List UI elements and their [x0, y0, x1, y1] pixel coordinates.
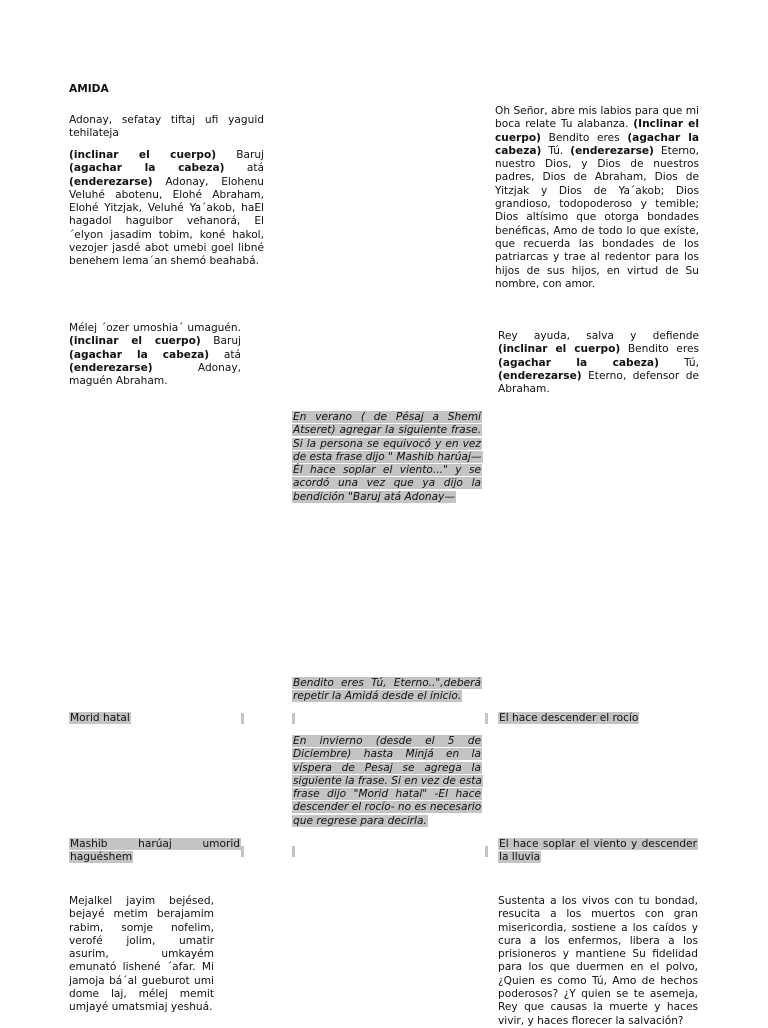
- gesture-instruction: (agachar la cabeza): [498, 356, 659, 369]
- prayer-text: atá: [209, 348, 241, 361]
- viento-lluvia-label: [498, 838, 698, 865]
- prayer-text: Rey ayuda, salva y defiende: [498, 330, 699, 342]
- repeat-amida-note: [292, 677, 482, 704]
- spanish-first-blessing: [495, 105, 699, 291]
- prayer-text: Eterno, nuestro Dios, y Dios de nuestros padres, Dios de Abraham, Dios de Yitzjak y Dios de Ya´akob; Dios grandioso, todopoderoso y temible; Dios altísimo que otorga bondades benéficas, Amo de todo lo que existe, que recuerda las bondades de los patriarcas y trae al redentor para los hijos de sus hijos, en virtud de Su nombre, con amor.: [495, 144, 699, 290]
- winter-instruction-note: [292, 735, 482, 828]
- prayer-text: Tú,: [658, 356, 699, 369]
- gesture-instruction: (inclinar el cuerpo): [69, 335, 201, 348]
- highlight-marker: [292, 846, 295, 857]
- morid-hatal-text: Morid hatal: [70, 712, 130, 724]
- gesture-instruction: (Inclinar el cuerpo): [495, 118, 699, 144]
- prayer-text: atá: [224, 162, 264, 175]
- gesture-instruction: (agachar la cabeza): [69, 162, 225, 175]
- gesture-instruction: (enderezarse): [498, 369, 582, 382]
- spanish-blessing-closing: [498, 330, 699, 396]
- highlight-marker: [292, 713, 295, 724]
- prayer-text: Bendito eres: [540, 131, 628, 144]
- prayer-text: Eterno, defensor de Abraham.: [498, 369, 699, 396]
- highlight-marker: [485, 713, 488, 724]
- prayer-text: Mélej ´ozer umoshia´ umaguén.: [69, 322, 241, 334]
- prayer-text: Bendito eres: [620, 343, 699, 356]
- spanish-gevurot-paragraph: Sustenta a los vivos con tu bondad, resucita a los muertos con gran misericordia, sostiene a los caídos y cura a los enfermos, libera a los prisioneros y mantiene Su fidelidad para los que duermen en el polvo, ¿Quien es como Tú, Amo de hechos poderosos? ¿Y quien se te asemeja, Rey que causas la muerte y haces vivir, y haces florecer la salvación?: [498, 895, 698, 1027]
- gesture-instruction: (inclinar el cuerpo): [498, 343, 621, 356]
- gesture-instruction: (enderezarse): [69, 175, 153, 188]
- winter-instruction-text: En invierno (desde el 5 de Diciembre) hasta Minjá en la víspera de Pesaj se agrega la siguiente la frase. Si en vez de esta frase dijo "Morid hatal" -El hace descender el rocío- no es necesario que regrese para decirla.: [293, 735, 482, 827]
- gesture-instruction: (enderezarse): [69, 361, 153, 374]
- page-title: AMIDA: [69, 83, 109, 95]
- gesture-instruction: (agachar la cabeza): [69, 348, 210, 361]
- hebrew-blessing-closing: [69, 322, 241, 388]
- highlight-marker: [485, 846, 488, 857]
- gesture-instruction: (enderezarse): [570, 144, 654, 157]
- repeat-amida-text: Bendito eres Tú, Eterno..",deberá repetir la Amidá desde el inicio.: [293, 677, 481, 703]
- hebrew-gevurot-paragraph: Mejalkel jayim bejésed, bejayé metim berajamim rabim, somje nofelim, verofé jolim, umatir asurim, umkayém emunató lishené ´afar. Mi jamoja bá´al gueburot umi dome laj, mélej memit umjayé umatsmiaj yeshuá.: [69, 895, 214, 1014]
- viento-lluvia-text: El hace soplar el viento y descender la lluvia: [499, 838, 697, 864]
- prayer-text: Baruj: [200, 335, 241, 348]
- rocio-text: El hace descender el rocío: [499, 712, 639, 724]
- highlight-marker: [241, 713, 244, 724]
- prayer-text: Tú.: [541, 144, 571, 157]
- mashib-haruaj-label: [69, 838, 241, 865]
- prayer-text: Adonay, Elohenu Veluhé abotenu, Elohé Abraham, Elohé Yitzjak, Veluhé Ya´akob, haEl hagadol haguibor vehanorá, El ´elyon jasadim tobim, koné hakol, vezojer jasdé abot umebi goel libné benehem lema´an shemó beahabá.: [69, 175, 264, 268]
- summer-instruction-note: [292, 411, 482, 504]
- prayer-text: Baruj: [216, 149, 264, 161]
- prayer-text: Oh Señor, abre mis labios para que mi boca relate Tu alabanza.: [495, 105, 699, 131]
- morid-hatal-label: [69, 712, 131, 725]
- summer-instruction-text: En verano ( de Pésaj a Shemí Atseret) agregar la siguiente frase. Si la persona se equivocó y en vez de esta frase dijo " Mashib harúaj—Él hace soplar el viento..." y se acordó una vez que ya dijo la bendición "Baruj atá Adonay—: [293, 411, 482, 503]
- highlight-marker: [241, 846, 244, 857]
- mashib-haruaj-text: Mashib harúaj umorid haguéshem: [70, 838, 240, 864]
- gesture-instruction: (agachar la cabeza): [495, 131, 699, 157]
- rocio-label: [498, 712, 639, 725]
- prayer-text: Adonay, maguén Abraham.: [69, 361, 241, 388]
- hebrew-opening-line: Adonay, sefatay tiftaj ufi yaguid tehilateja: [69, 114, 264, 140]
- hebrew-first-blessing: [69, 149, 264, 269]
- gesture-instruction: (inclinar el cuerpo): [69, 149, 217, 161]
